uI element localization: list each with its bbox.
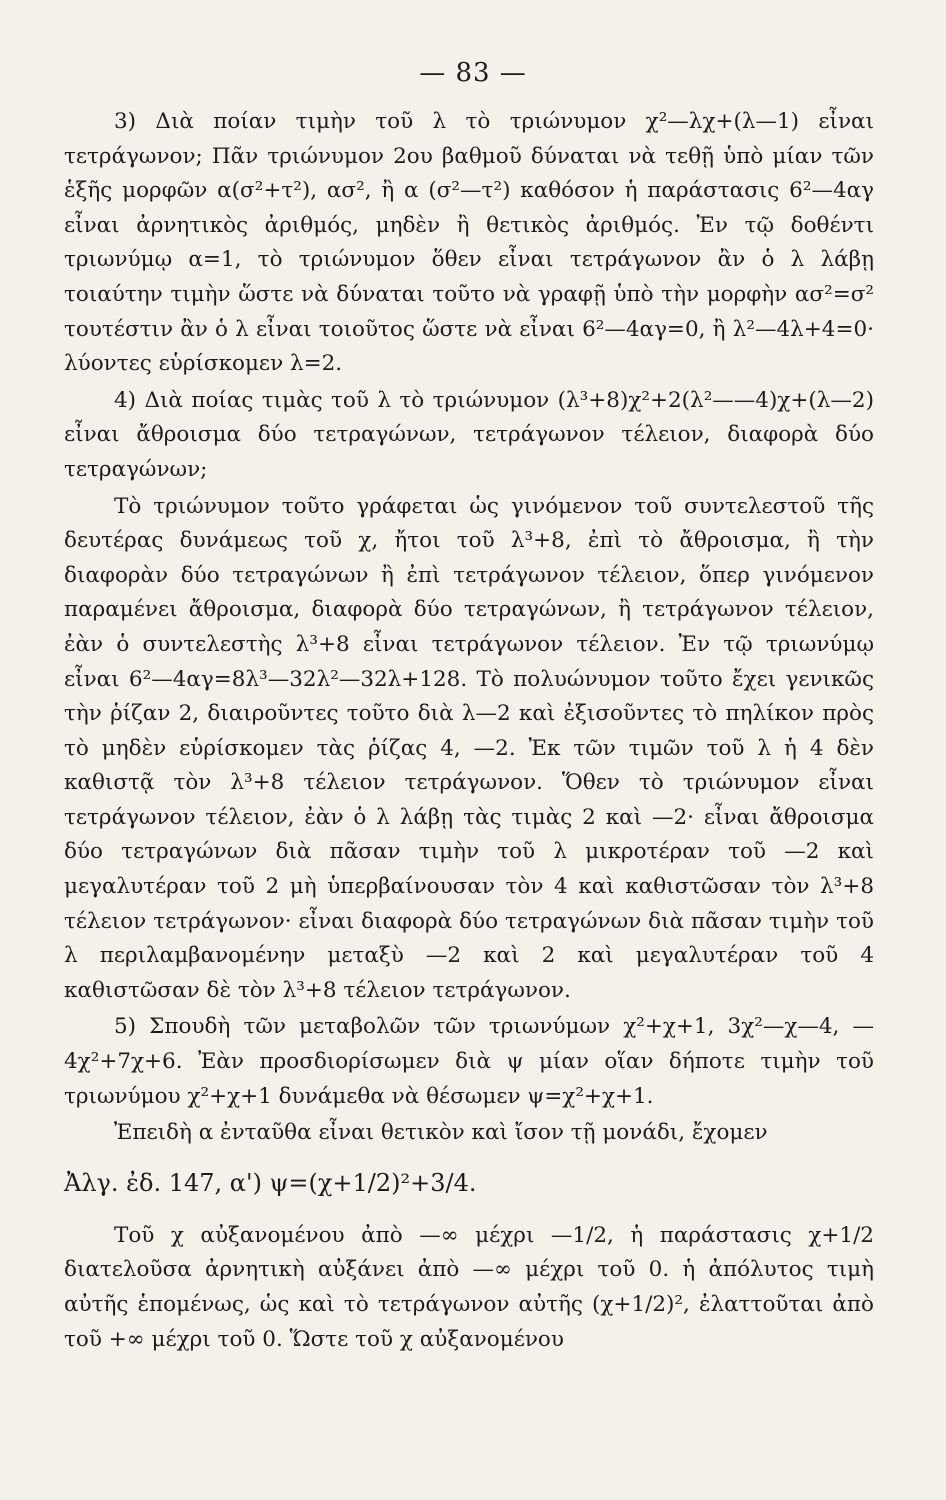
paragraph-problem-3: 3) Διὰ ποίαν τιμὴν τοῦ λ τὸ τριώνυμον χ²—λχ+(λ—1) εἶναι τετράγωνον; Πᾶν τριώνυμον 2ου βαθμοῦ δύναται νὰ τεθῇ ὑπὸ μίαν τῶν ἑξῆς μορφῶν α(σ²+τ²), ασ², ἢ α (σ²—τ²) καθόσον ἡ παράστασις 6²—4αγ εἶναι ἀρνητικὸς ἀριθμός, μηδὲν ἢ θετικὸς ἀριθμός. Ἐν τῷ δοθέντι τριωνύμῳ α=1, τὸ τριώνυμον ὅθεν εἶναι τετράγωνον ἂν ὁ λ λάβῃ τοιαύτην τιμὴν ὥστε νὰ δύναται τοῦτο νὰ γραφῇ ὑπὸ τὴν μορφὴν ασ²=σ² τουτέστιν ἂν ὁ λ εἶναι τοιοῦτος ὥστε νὰ εἶναι 6²—4αγ=0, ἢ λ²—4λ+4=0· λύοντες εὑρίσκομεν λ=2. [64,109,874,377]
paragraph-problem-4: 4) Διὰ ποίας τιμὰς τοῦ λ τὸ τριώνυμον (λ³+8)χ²+2(λ²——4)χ+(λ—2) εἶναι ἄθροισμα δύο τετραγώνων, τετράγωνον τέλειον, διαφορὰ δύο τετραγώνων; [64,387,874,482]
formula-line: Ἀλγ. ἐδ. 147, α') ψ=(χ+1/2)²+3/4. [64,1168,477,1197]
page-number: — 83 — [419,58,527,88]
paragraph-since: Ἐπειδὴ α ἐνταῦθα εἶναι θετικὸν καὶ ἴσον τῇ μονάδι, ἔχομεν [114,1120,768,1146]
paragraph-variation: Τοῦ χ αὐξανομένου ἀπὸ —∞ μέχρι —1/2, ἡ παράστασις χ+1/2 διατελοῦσα ἀρνητικὴ αὐξάνει ἀπὸ —∞ μέχρι τοῦ 0. ἡ ἀπόλυτος τιμὴ αὐτῆς ἑπομένως, ὡς καὶ τὸ τετράγωνον αὐτῆς (χ+1/2)², ἐλαττοῦται ἀπὸ τοῦ +∞ μέχρι τοῦ 0. Ὥστε τοῦ χ αὐξανομένου [64,1222,874,1352]
page-body [64,105,874,1357]
paragraph-problem-5: 5) Σπουδὴ τῶν μεταβολῶν τῶν τριωνύμων χ²+χ+1, 3χ²—χ—4, —4χ²+7χ+6. Ἐὰν προσδιορίσωμεν διὰ ψ μίαν οἵαν δήποτε τιμὴν τοῦ τριωνύμου χ²+χ+1 δυνάμεθα νὰ θέσωμεν ψ=χ²+χ+1. [64,1014,874,1109]
paragraph-solution-4: Τὸ τριώνυμον τοῦτο γράφεται ὡς γινόμενον τοῦ συντελεστοῦ τῆς δευτέρας δυνάμεως τοῦ χ, ἤτοι τοῦ λ³+8, ἐπὶ τὸ ἄθροισμα, ἢ τὴν διαφορὰν δύο τετραγώνων ἢ ἐπὶ τετράγωνον τέλειον, ὅπερ γινόμενον παραμένει ἄθροισμα, διαφορὰ δύο τετραγώνων, ἢ τετράγωνον τέλειον, ἐὰν ὁ συντελεστὴς λ³+8 εἶναι τετράγωνον τέλειον. Ἐν τῷ τριωνύμῳ εἶναι 6²—4αγ=8λ³—32λ²—32λ+128. Τὸ πολυώνυμον τοῦτο ἔχει γενικῶς τὴν ῥίζαν 2, διαιροῦντες τοῦτο διὰ λ—2 καὶ ἐξισοῦντες τὸ πηλίκον πρὸς τὸ μηδὲν εὑρίσκομεν τὰς ῥίζας 4, —2. Ἐκ τῶν τιμῶν τοῦ λ ἡ 4 δὲν καθιστᾷ τὸν λ³+8 τέλειον τετράγωνον. Ὅθεν τὸ τριώνυμον εἶναι τετράγωνον τέλειον, ἐὰν ὁ λ λάβῃ τὰς τιμὰς 2 καὶ —2· εἶναι ἄθροισμα δύο τετραγώνων διὰ πᾶσαν τιμὴν τοῦ λ μικροτέραν τοῦ —2 καὶ μεγαλυτέραν τοῦ 2 μὴ ὑπερβαίνουσαν τὸν 4 καὶ καθιστῶσαν τὸν λ³+8 τέλειον τετράγωνον· εἶναι διαφορὰ δύο τετραγώνων διὰ πᾶσαν τιμὴν τοῦ λ περιλαμβανομένην μεταξὺ —2 καὶ 2 καὶ μεγαλυτέραν τοῦ 4 καθιστῶσαν δὲ τὸν λ³+8 τέλειον τετράγωνον. [64,493,874,1003]
